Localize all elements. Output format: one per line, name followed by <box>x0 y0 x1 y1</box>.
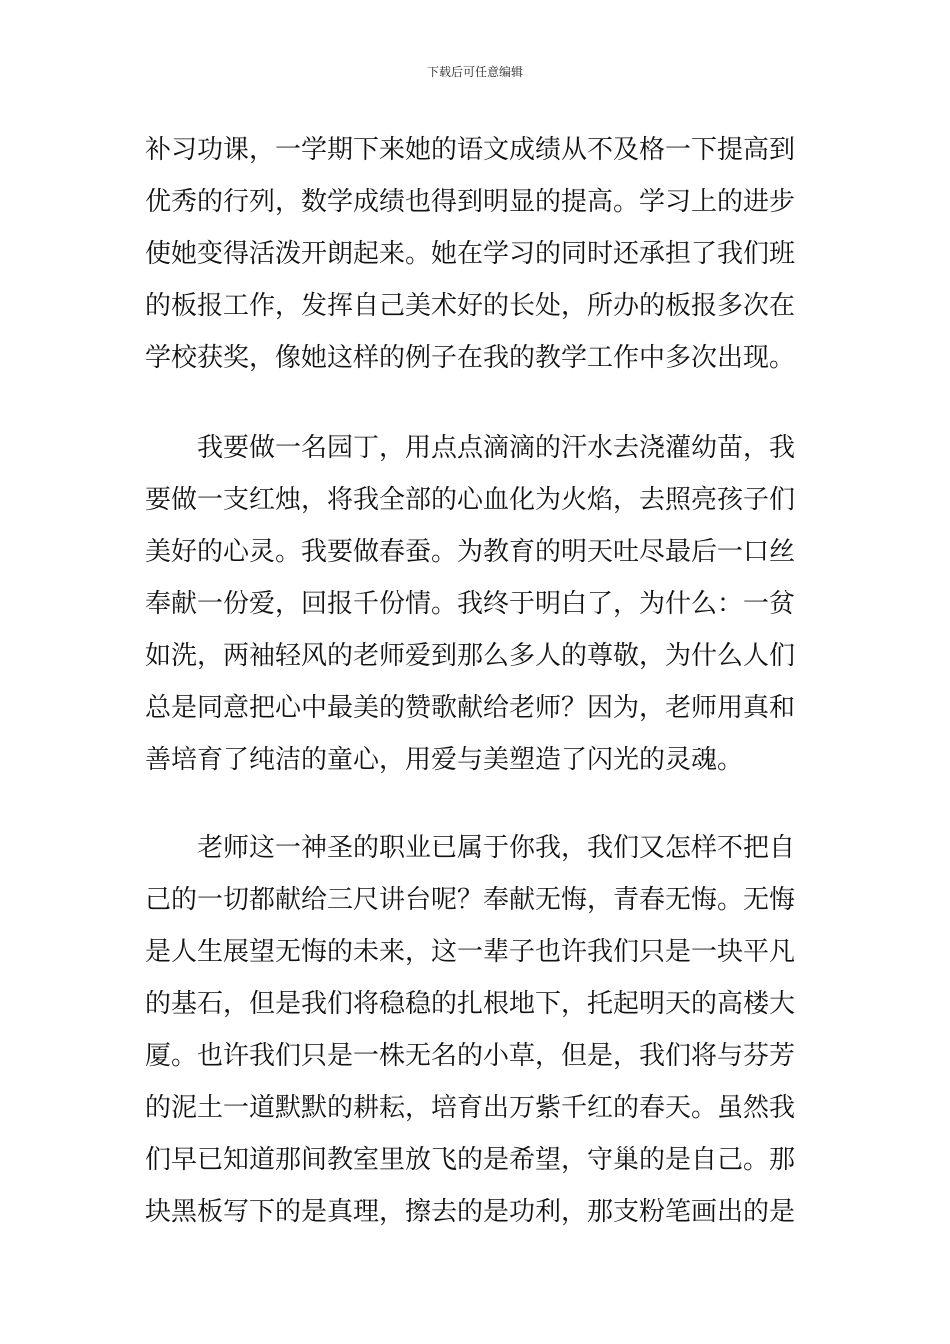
paragraph-line: 我要做一名园丁，用点点滴滴的汗水去浇灌幼苗，我 <box>197 433 796 463</box>
paragraph-line: 奉献一份爱，回报千份情。我终于明白了，为什么：一贫 <box>145 589 796 619</box>
page-header: 下载后可任意编辑 <box>426 65 523 79</box>
paragraph-3 <box>145 822 795 1238</box>
paragraph-line: 老师这一神圣的职业已属于你我，我们又怎样不把自 <box>197 833 796 863</box>
paragraph-line: 总是同意把心中最美的赞歌献给老师？因为，老师用真和 <box>145 693 796 723</box>
paragraph-line: 块黑板写下的是真理，擦去的是功利，那支粉笔画出的是 <box>145 1197 796 1227</box>
paragraph-1 <box>145 124 795 384</box>
paragraph-line: 的板报工作，发挥自己美术好的长处，所办的板报多次在 <box>145 291 796 321</box>
paragraph-line: 使她变得活泼开朗起来。她在学习的同时还承担了我们班 <box>145 239 796 269</box>
paragraph-line: 补习功课，一学期下来她的语文成绩从不及格一下提高到 <box>145 135 796 165</box>
paragraph-line: 厦。也许我们只是一株无名的小草，但是，我们将与芬芳 <box>145 1041 796 1071</box>
paragraph-line: 们早已知道那间教室里放飞的是希望，守巢的是自己。那 <box>145 1145 796 1175</box>
paragraph-line: 如洗，两袖轻风的老师爱到那么多人的尊敬，为什么人们 <box>145 641 796 671</box>
paragraph-2 <box>145 422 795 786</box>
paragraph-line: 优秀的行列，数学成绩也得到明显的提高。学习上的进步 <box>145 187 796 217</box>
paragraph-line: 美好的心灵。我要做春蚕。为教育的明天吐尽最后一口丝 <box>145 537 796 567</box>
paragraph-line: 的泥土一道默默的耕耘，培育出万紫千红的春天。虽然我 <box>145 1093 796 1123</box>
paragraph-line: 是人生展望无悔的未来，这一辈子也许我们只是一块平凡 <box>145 937 796 967</box>
paragraph-line: 学校获奖，像她这样的例子在我的教学工作中多次出现。 <box>145 343 796 373</box>
paragraph-line: 善培育了纯洁的童心，用爱与美塑造了闪光的灵魂。 <box>145 745 744 775</box>
paragraph-line: 己的一切都献给三尺讲台呢？奉献无悔，青春无悔。无悔 <box>145 885 796 915</box>
paragraph-line: 要做一支红烛，将我全部的心血化为火焰，去照亮孩子们 <box>145 485 796 515</box>
paragraph-line: 的基石，但是我们将稳稳的扎根地下，托起明天的高楼大 <box>145 989 796 1019</box>
